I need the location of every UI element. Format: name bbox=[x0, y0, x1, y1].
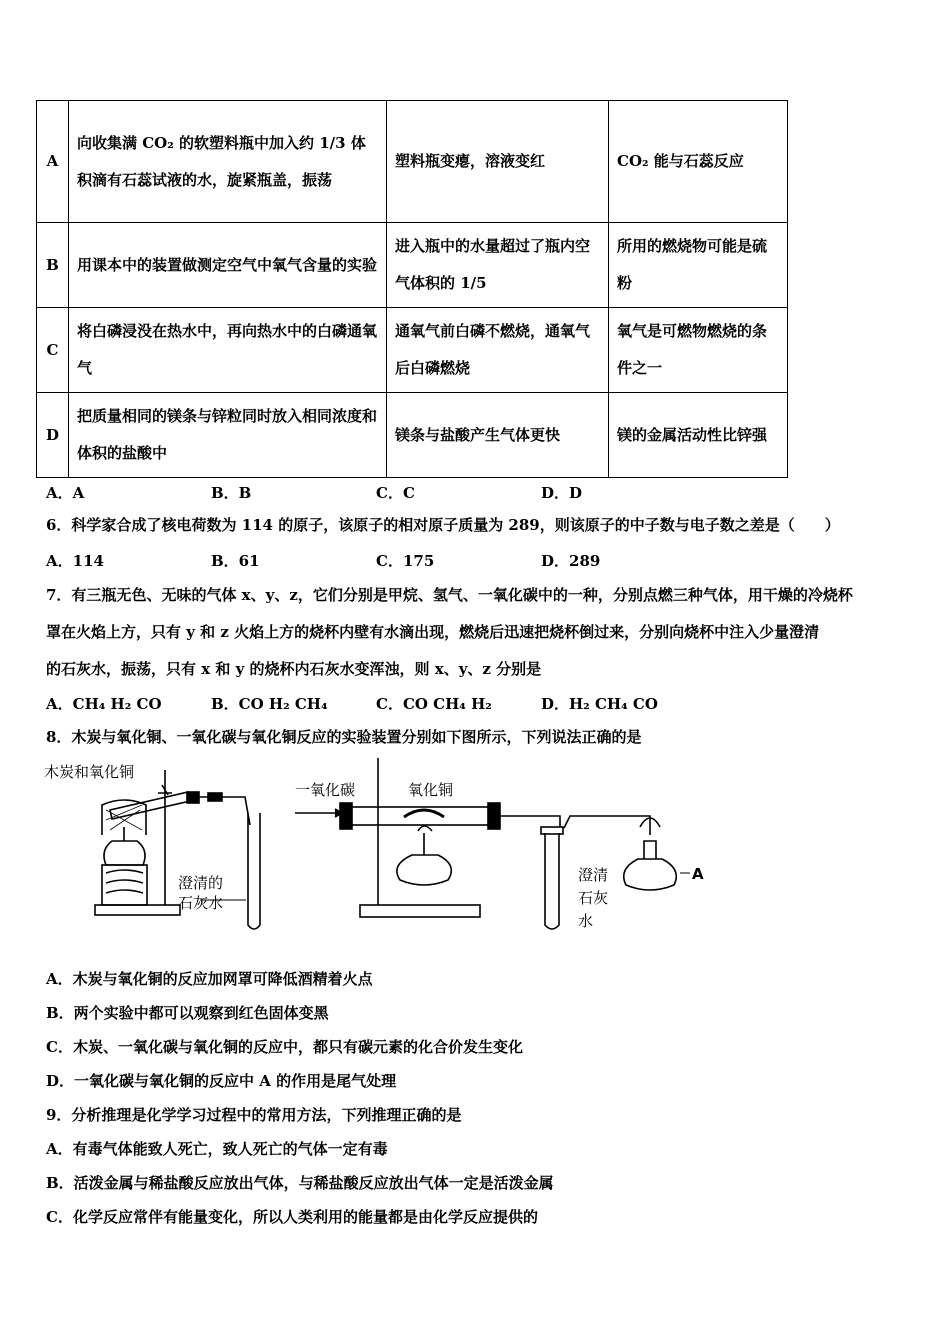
lamp-neck bbox=[644, 841, 656, 859]
option: D．D bbox=[541, 484, 583, 502]
label-cuo: 氧化铜 bbox=[408, 781, 454, 799]
row-option: B bbox=[37, 223, 69, 308]
option: B．61 bbox=[211, 552, 260, 570]
left-stopper bbox=[340, 803, 352, 829]
table-row bbox=[37, 101, 788, 223]
option: B．CO H₂ CH₄ bbox=[211, 695, 328, 713]
row-option: C bbox=[37, 308, 69, 393]
right-stopper bbox=[488, 803, 500, 829]
row-phenomenon: 通氧气前白磷不燃烧，通氧气后白磷燃烧 bbox=[387, 308, 609, 393]
row-conclusion: 镁的金属活动性比锌强 bbox=[609, 393, 788, 478]
label-limewater-right-1: 澄清 bbox=[578, 866, 609, 884]
tube-stopper bbox=[541, 827, 563, 834]
cuo-powder bbox=[404, 810, 444, 817]
alcohol-lamp-left bbox=[104, 841, 145, 865]
option: C．175 bbox=[376, 552, 435, 570]
option: A．A bbox=[46, 484, 85, 502]
q7-stem-line: 的石灰水，振荡，只有 x 和 y 的烧杯内石灰水变浑浊，则 x、y、z 分别是 bbox=[46, 660, 542, 678]
option: D．H₂ CH₄ CO bbox=[541, 695, 658, 713]
label-limewater-right-3: 水 bbox=[578, 912, 594, 930]
q9-stem: 9．分析推理是化学学习过程中的常用方法，下列推理正确的是 bbox=[46, 1106, 462, 1124]
table-row bbox=[37, 308, 788, 393]
option: C．CO CH₄ H₂ bbox=[376, 695, 492, 713]
q7-stem-line: 7．有三瓶无色、无味的气体 x、y、z，它们分别是甲烷、氢气、一氧化碳中的一种，分别点燃三种气体，用干燥的冷烧杯 bbox=[46, 586, 853, 604]
label-charcoal-cuo: 木炭和氧化铜 bbox=[44, 763, 135, 781]
stand-base-right bbox=[360, 905, 480, 917]
table-row bbox=[37, 223, 788, 308]
q8-stem: 8．木炭与氧化铜、一氧化碳与氧化铜反应的实验装置分别如下图所示，下列说法正确的是 bbox=[46, 728, 642, 746]
q9-option: C．化学反应常伴有能量变化，所以人类利用的能量都是由化学反应提供的 bbox=[46, 1208, 538, 1226]
row-operation: 把质量相同的镁条与锌粒同时放入相同浓度和体积的盐酸中 bbox=[69, 393, 387, 478]
tube-joint bbox=[208, 793, 222, 801]
label-co: 一氧化碳 bbox=[295, 781, 356, 799]
option: B．B bbox=[211, 484, 252, 502]
q9-option: A．有毒气体能致人死亡，致人死亡的气体一定有毒 bbox=[46, 1140, 388, 1158]
row-option: A bbox=[37, 101, 69, 223]
limewater-tube-left bbox=[248, 813, 260, 929]
limewater-tube-right bbox=[545, 833, 559, 929]
row-phenomenon: 塑料瓶变瘪，溶液变红 bbox=[387, 101, 609, 223]
option: D．289 bbox=[541, 552, 601, 570]
row-operation: 用课本中的装置做测定空气中氧气含量的实验 bbox=[69, 223, 387, 308]
option: C．C bbox=[376, 484, 415, 502]
q8-option: B．两个实验中都可以观察到红色固体变黑 bbox=[46, 1004, 329, 1022]
row-conclusion: CO₂ 能与石蕊反应 bbox=[609, 101, 788, 223]
wood-block bbox=[102, 865, 147, 905]
lamp-flame bbox=[418, 826, 432, 855]
experiment-table bbox=[36, 100, 788, 478]
row-conclusion: 所用的燃烧物可能是硫粉 bbox=[609, 223, 788, 308]
wood-grain bbox=[106, 870, 143, 893]
q8-option: C．木炭、一氧化碳与氧化铜的反应中，都只有碳元素的化合价发生变化 bbox=[46, 1038, 523, 1056]
label-limewater-left-1: 澄清的 bbox=[178, 874, 224, 892]
delivery-tube bbox=[199, 797, 250, 825]
stand-base bbox=[95, 905, 180, 915]
table-row bbox=[37, 393, 788, 478]
label-limewater-left-2: 石灰水 bbox=[178, 894, 224, 912]
q8-option: D．一氧化碳与氧化铜的反应中 A 的作用是尾气处理 bbox=[46, 1072, 397, 1090]
test-tube-horizontal bbox=[110, 792, 190, 819]
experiment-apparatus-figure bbox=[40, 755, 740, 935]
alcohol-lamp-right bbox=[397, 855, 451, 885]
q6-stem: 6．科学家合成了核电荷数为 114 的原子，该原子的相对原子质量为 289，则该原子的中子数与电子数之差是（ ） bbox=[46, 516, 840, 534]
q9-option: B．活泼金属与稀盐酸反应放出气体，与稀盐酸反应放出气体一定是活泼金属 bbox=[46, 1174, 554, 1192]
row-phenomenon: 进入瓶中的水量超过了瓶内空气体积的 1/5 bbox=[387, 223, 609, 308]
option: A．114 bbox=[46, 552, 104, 570]
row-operation: 向收集满 CO₂ 的软塑料瓶中加入约 1/3 体积滴有石蕊试液的水，旋紧瓶盖，振荡 bbox=[69, 101, 387, 223]
q7-stem-line: 罩在火焰上方，只有 y 和 z 火焰上方的烧杯内壁有水滴出现，燃烧后迅速把烧杯倒过来，分别向烧杯中注入少量澄清 bbox=[46, 623, 820, 641]
option: A．CH₄ H₂ CO bbox=[46, 695, 162, 713]
q8-option: A．木炭与氧化铜的反应加网罩可降低酒精着火点 bbox=[46, 970, 373, 988]
tail-gas-tube bbox=[564, 816, 650, 835]
row-operation: 将白磷浸没在热水中，再向热水中的白磷通氧气 bbox=[69, 308, 387, 393]
alcohol-lamp-tail bbox=[624, 859, 677, 890]
row-conclusion: 氧气是可燃物燃烧的条件之一 bbox=[609, 308, 788, 393]
row-phenomenon: 镁条与盐酸产生气体更快 bbox=[387, 393, 609, 478]
outlet-tube bbox=[500, 816, 560, 827]
row-option: D bbox=[37, 393, 69, 478]
label-limewater-right-2: 石灰 bbox=[578, 889, 609, 907]
label-a: A bbox=[692, 865, 704, 883]
stopper bbox=[187, 792, 199, 803]
